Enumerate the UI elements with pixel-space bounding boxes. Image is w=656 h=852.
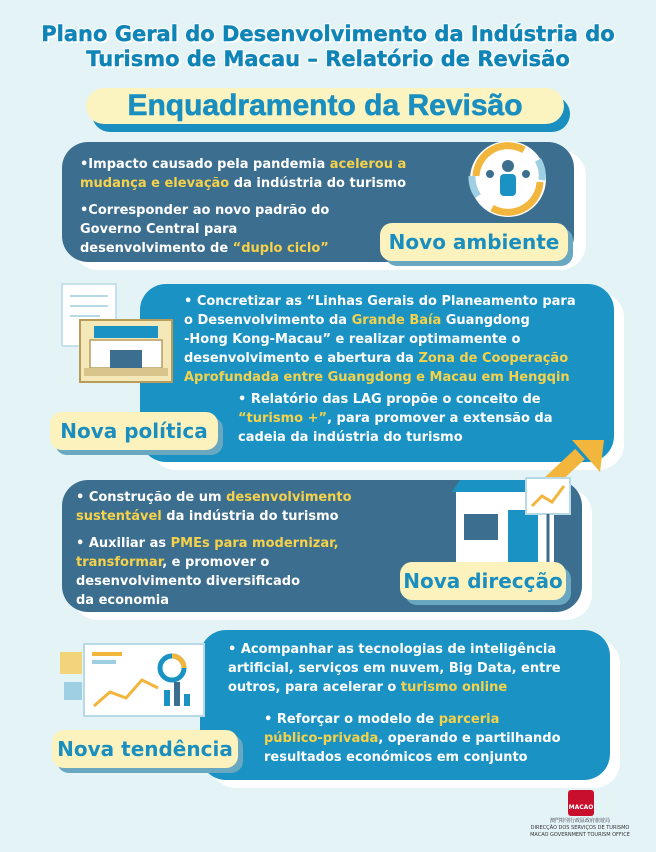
bullet-text: • Construção de um desenvolvimento sustentável da indústria do turismo bbox=[76, 490, 352, 524]
highlight-text: Zona de Cooperação bbox=[418, 351, 569, 366]
highlight-text: “turismo +” bbox=[238, 411, 328, 426]
bullet-text: •Impacto causado pela pandemia acelerou a mudança e elevação da indústria do turismo bbox=[80, 157, 407, 191]
highlight-text: PMEs para modernizar, bbox=[170, 536, 339, 551]
subtitle: Enquadramento da Revisão bbox=[86, 88, 564, 124]
tag-nova-direccao: Nova direcção bbox=[400, 562, 566, 600]
globe-people-icon bbox=[462, 136, 554, 222]
tag-nova-politica: Nova política bbox=[50, 412, 218, 450]
bullet-text: • Relatório das LAG propõe o conceito de “turismo +”, para promover a extensão da cadeia da indústria do turismo bbox=[238, 392, 553, 445]
footer-line1: 澳門特別行政區政府旅遊局 bbox=[549, 818, 610, 824]
highlight-text: parceria bbox=[438, 712, 500, 727]
highlight-text: acelerou a bbox=[329, 157, 407, 172]
tag-nova-tendencia: Nova tendência bbox=[52, 730, 238, 768]
highlight-text: público-privada bbox=[264, 731, 379, 746]
shop-growth-chart-icon bbox=[450, 432, 620, 572]
highlight-text: Grande Baía bbox=[351, 313, 442, 328]
bullet-text: • Concretizar as “Linhas Gerais do Planeamento para o Desenvolvimento da Grande Baía Guangdong -Hong Kong-Macau” e realizar optimamente o desenvolvimento e abertura da Zona de Cooperação Aprofundada entre Guangdong e Macau em Hengqin bbox=[184, 294, 576, 385]
footer-line2: DIRECÇÃO DOS SERVIÇOS DE TURISMO bbox=[530, 825, 630, 831]
page-title-line1: Plano Geral do Desenvolvimento da Indústria do bbox=[41, 22, 615, 46]
bullet-text: • Auxiliar as PMEs para modernizar, transformar, e promover o desenvolvimento diversificado da economia bbox=[76, 536, 339, 608]
bullet-text: •Corresponder ao novo padrão do Governo Central para desenvolvimento de “duplo ciclo” bbox=[80, 203, 330, 256]
data-dashboard-icon bbox=[54, 632, 224, 732]
subtitle-banner bbox=[86, 88, 570, 130]
highlight-text: “duplo ciclo” bbox=[232, 241, 329, 256]
footer-line3: MACAO GOVERNMENT TOURISM OFFICE bbox=[530, 832, 630, 838]
highlight-text: Aprofundada entre Guangdong e Macau em Hengqin bbox=[184, 370, 570, 385]
government-building-document-icon bbox=[40, 280, 190, 400]
highlight-text: sustentável bbox=[76, 509, 162, 524]
bullet-text: • Reforçar o modelo de parceria público-privada, operando e partilhando resultados económicos em conjunto bbox=[264, 712, 561, 765]
highlight-text: turismo online bbox=[400, 680, 508, 695]
bullet-text: • Acompanhar as tecnologias de inteligência artificial, serviços em nuvem, Big Data, entre outros, para acelerar o turismo online bbox=[228, 642, 561, 695]
highlight-text: desenvolvimento bbox=[226, 490, 352, 505]
highlight-text: transformar bbox=[76, 555, 163, 570]
highlight-text: mudança e elevação bbox=[80, 176, 230, 191]
macao-tourism-logo-icon: MACAO bbox=[568, 790, 594, 816]
tag-novo-ambiente: Novo ambiente bbox=[380, 223, 568, 261]
page-title-line2: Turismo de Macau – Relatório de Revisão bbox=[86, 47, 570, 71]
